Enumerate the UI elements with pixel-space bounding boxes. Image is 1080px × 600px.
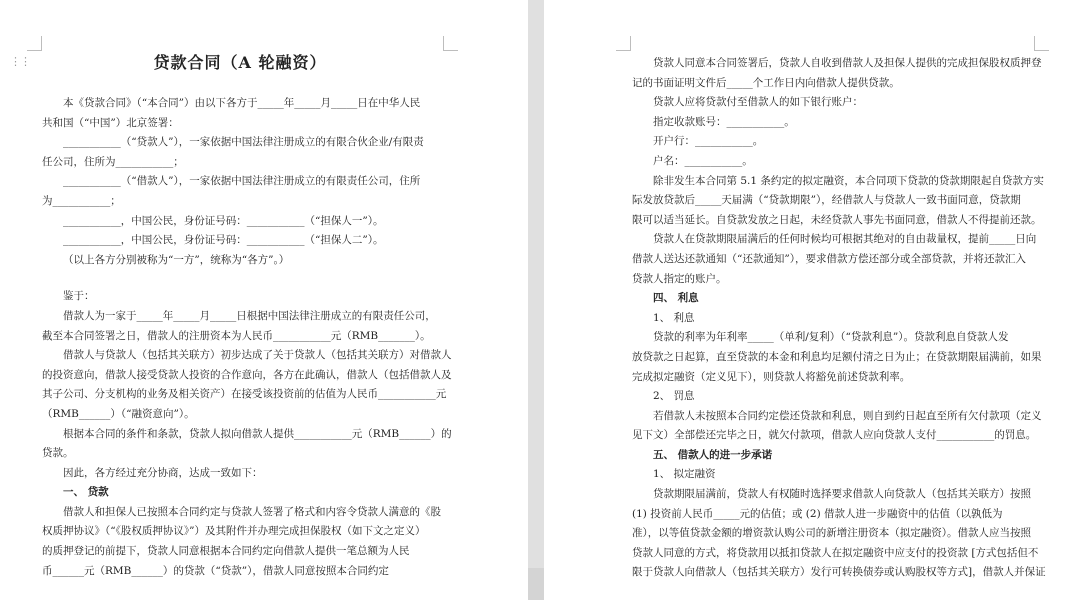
text-line: 开户行：___________。: [653, 135, 764, 148]
right-page-body: [632, 54, 1046, 583]
text-line: 记的书面证明文件后_____个工作日内向借款人提供贷款。: [632, 76, 900, 89]
text-line: 任公司，住所为___________；: [42, 155, 184, 168]
text-line: 完成拟定融资（定义见下），则贷款人将豁免前述贷款利率。: [632, 370, 911, 383]
text-line: 贷款。: [42, 447, 74, 460]
text-line: 的质押登记的前提下，贷款人同意根据本合同约定向借款人提供一笔总额为人民: [42, 545, 410, 558]
section-heading: 四、 利息: [653, 292, 699, 305]
text-line: 贷款期限届满前，贷款人有权随时选择要求借款人向贷款人（包括其关联方）按照: [653, 488, 1031, 501]
text-line: 本《贷款合同》（“本合同”）由以下各方于_____年_____月_____日在中华人民: [63, 97, 421, 109]
drag-handle-icon[interactable]: ⋮⋮: [10, 55, 30, 68]
margin-marker-top-left: [27, 36, 42, 51]
text-line: 贷款人指定的账户。: [632, 272, 727, 285]
text-line: 贷款的利率为年利率_____（单利/复利）（“贷款利息”）。贷款利息自贷款人发: [653, 331, 1009, 344]
text-line: 借款人送达还款通知（“还款通知”），要求借款方偿还部分或全部贷款，并将还款汇入: [632, 252, 1026, 265]
text-line: 除非发生本合同第 5.1 条约定的拟定融资，本合同项下贷款的贷款期限起自贷款方实: [653, 174, 1044, 187]
text-line: ___________，中国公民，身份证号码：___________（“担保人二”）。: [63, 234, 384, 247]
text-line: 户名：___________。: [653, 154, 753, 167]
margin-marker-top-right: [1034, 36, 1049, 51]
text-line: 鉴于：: [63, 290, 95, 303]
text-line: 贷款人同意本合同签署后，贷款人自收到借款人及担保人提供的完成担保股权质押登: [653, 57, 1042, 69]
text-line: 贷款人在贷款期限届满后的任何时候均可根据其绝对的自由裁量权，提前_____日向: [653, 233, 1037, 246]
text-line: 限于贷款人向借款人（包括其关联方）发行可转换债券或认购股权等方式]，借款人并保证: [632, 566, 1046, 579]
text-line: 放贷款之日起算，直至贷款的本金和利息均足额付清之日为止；在贷款期限届满前，如果: [632, 350, 1042, 363]
page-gap: [528, 0, 544, 568]
text-line: 1、 拟定融资: [653, 468, 716, 481]
text-line: 为___________；: [42, 194, 121, 207]
text-line: 根据本合同的条件和条款，贷款人拟向借款人提供___________元（RMB______）的: [63, 427, 452, 440]
text-line: 借款人与贷款人（包括其关联方）初步达成了关于贷款人（包括其关联方）对借款人: [63, 349, 452, 362]
text-line: 共和国（“中国”）北京签署：: [42, 116, 179, 129]
document-title: 贷款合同（A 轮融资）: [153, 53, 327, 72]
text-line: 指定收款账号：___________。: [653, 115, 795, 128]
text-line: 截至本合同签署之日，借款人的注册资本为人民币___________元（RMB_______）。: [42, 329, 431, 342]
text-line: 1、 利息: [653, 311, 695, 324]
text-line: 的投资意向，借款人接受贷款人投资的合作意向，各方在此确认，借款人（包括借款人及: [42, 368, 452, 381]
left-page-body: [42, 94, 462, 581]
text-line: 权质押协议》（“《股权质押协议》”）及其附件并办理完成担保股权（如下文之定义）: [42, 525, 426, 538]
text-line: 贷款人同意的方式，将贷款用以抵扣贷款人在拟定融资中应支付的投资款 [方式包括但不: [632, 546, 1039, 559]
document-page-left: [0, 0, 528, 600]
margin-marker-top-left: [616, 36, 631, 51]
section-heading: 一、 贷款: [63, 486, 109, 499]
text-line: 因此，各方经过充分协商，达成一致如下：: [63, 466, 263, 479]
text-line: ___________（“借款人”），一家依据中国法律注册成立的有限责任公司，住所: [63, 175, 421, 188]
text-line: 限可以适当延长。自贷款发放之日起，未经贷款人事先书面同意，借款人不得提前还款。: [632, 213, 1042, 226]
section-heading: 五、 借款人的进一步承诺: [653, 448, 773, 461]
text-line: （以上各方分别被称为“一方”，统称为“各方”。）: [63, 253, 290, 266]
text-line: （RMB______）（“融资意向”）。: [42, 407, 195, 420]
margin-marker-top-right: [443, 36, 458, 51]
text-line: 其子公司、分支机构的业务及相关资产）在接受该投资前的估值为人民币___________元: [42, 388, 447, 401]
text-line: 2、 罚息: [653, 390, 695, 403]
text-line: 币______元（RMB______）的贷款（“贷款”），借款人同意按照本合同约定: [42, 564, 389, 577]
text-line: 借款人和担保人已按照本合同约定与贷款人签署了格式和内容令贷款人满意的《股: [63, 505, 441, 518]
text-line: 见下文）全部偿还完毕之日，就欠付款项，借款人应向贷款人支付___________的罚息。: [632, 429, 1037, 442]
text-line: ___________（“贷款人”），一家依据中国法律注册成立的有限合伙企业/有限责: [63, 136, 424, 149]
text-line: 际发放贷款后_____天届满（“贷款期限”），经借款人与贷款人一致书面同意，贷款期: [632, 194, 1021, 207]
text-line: 准），以等值贷款金额的增资款认购公司的新增注册资本（拟定融资）。借款人应当按照: [632, 527, 1031, 540]
text-line: ___________，中国公民，身份证号码：___________（“担保人一”）。: [63, 214, 384, 227]
text-line: 借款人为一家于_____年_____月_____日根据中国法律注册成立的有限责任公司，: [63, 309, 436, 322]
paragraph-gap: [42, 270, 462, 287]
text-line: 若借款人未按照本合同约定偿还贷款和利息，则自到约日起直至所有欠付款项（定义: [653, 409, 1042, 422]
text-line: 贷款人应将贷款付至借款人的如下银行账户：: [653, 96, 863, 109]
text-line: (1) 投资前人民币_____元的估值；或 (2) 借款人进一步融资中的估值（以孰低为: [632, 507, 1003, 520]
